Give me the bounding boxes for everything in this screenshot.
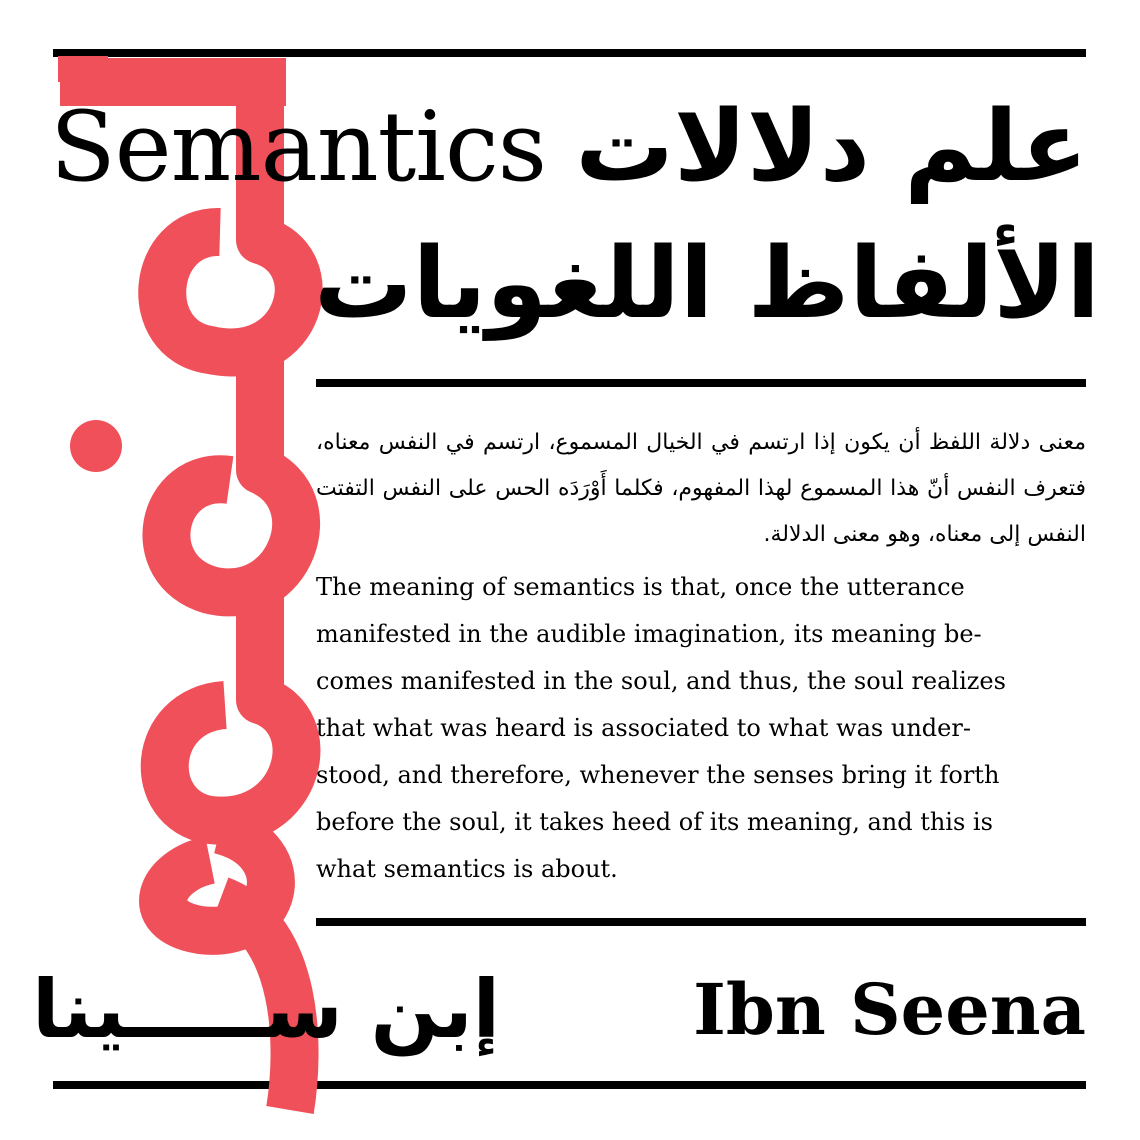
- title-latin: Semantics: [50, 91, 546, 203]
- english-line: comes manifested in the soul, and thus, the soul realizes: [316, 667, 1006, 695]
- body-divider-rule: [316, 918, 1086, 926]
- english-paragraph: [316, 564, 1086, 893]
- english-line: what semantics is about.: [316, 855, 618, 883]
- english-line: The meaning of semantics is that, once the utterance: [316, 573, 965, 601]
- title-divider-rule: [316, 379, 1086, 387]
- title-line-1: [40, 92, 1100, 202]
- author-latin: Ibn Seena: [693, 968, 1086, 1051]
- author-arabic: إبن ســـــينا: [32, 963, 501, 1056]
- author-line: [20, 955, 1086, 1065]
- title-arabic-line-2: الألفاظ اللغويات: [314, 227, 1100, 341]
- english-line: manifested in the audible imagination, its meaning be-: [316, 620, 982, 648]
- title-arabic-line-1: علم دلالات: [575, 90, 1088, 204]
- english-line: before the soul, it takes heed of its meaning, and this is: [316, 808, 993, 836]
- arabic-paragraph: معنى دلالة اللفظ أن يكون إذا ارتسم في الخيال المسموع، ارتسم في النفس معناه، فتعرف النفس أنّ هذا المسموع لهذا المفهوم، فكلما أَوْرَدَه الحس على النفس التفتت النفس إلى معناه، وهو معنى الدلالة.: [316, 430, 1086, 547]
- english-line: that what was heard is associated to what was under-: [316, 714, 971, 742]
- english-line: stood, and therefore, whenever the senses bring it forth: [316, 761, 1000, 789]
